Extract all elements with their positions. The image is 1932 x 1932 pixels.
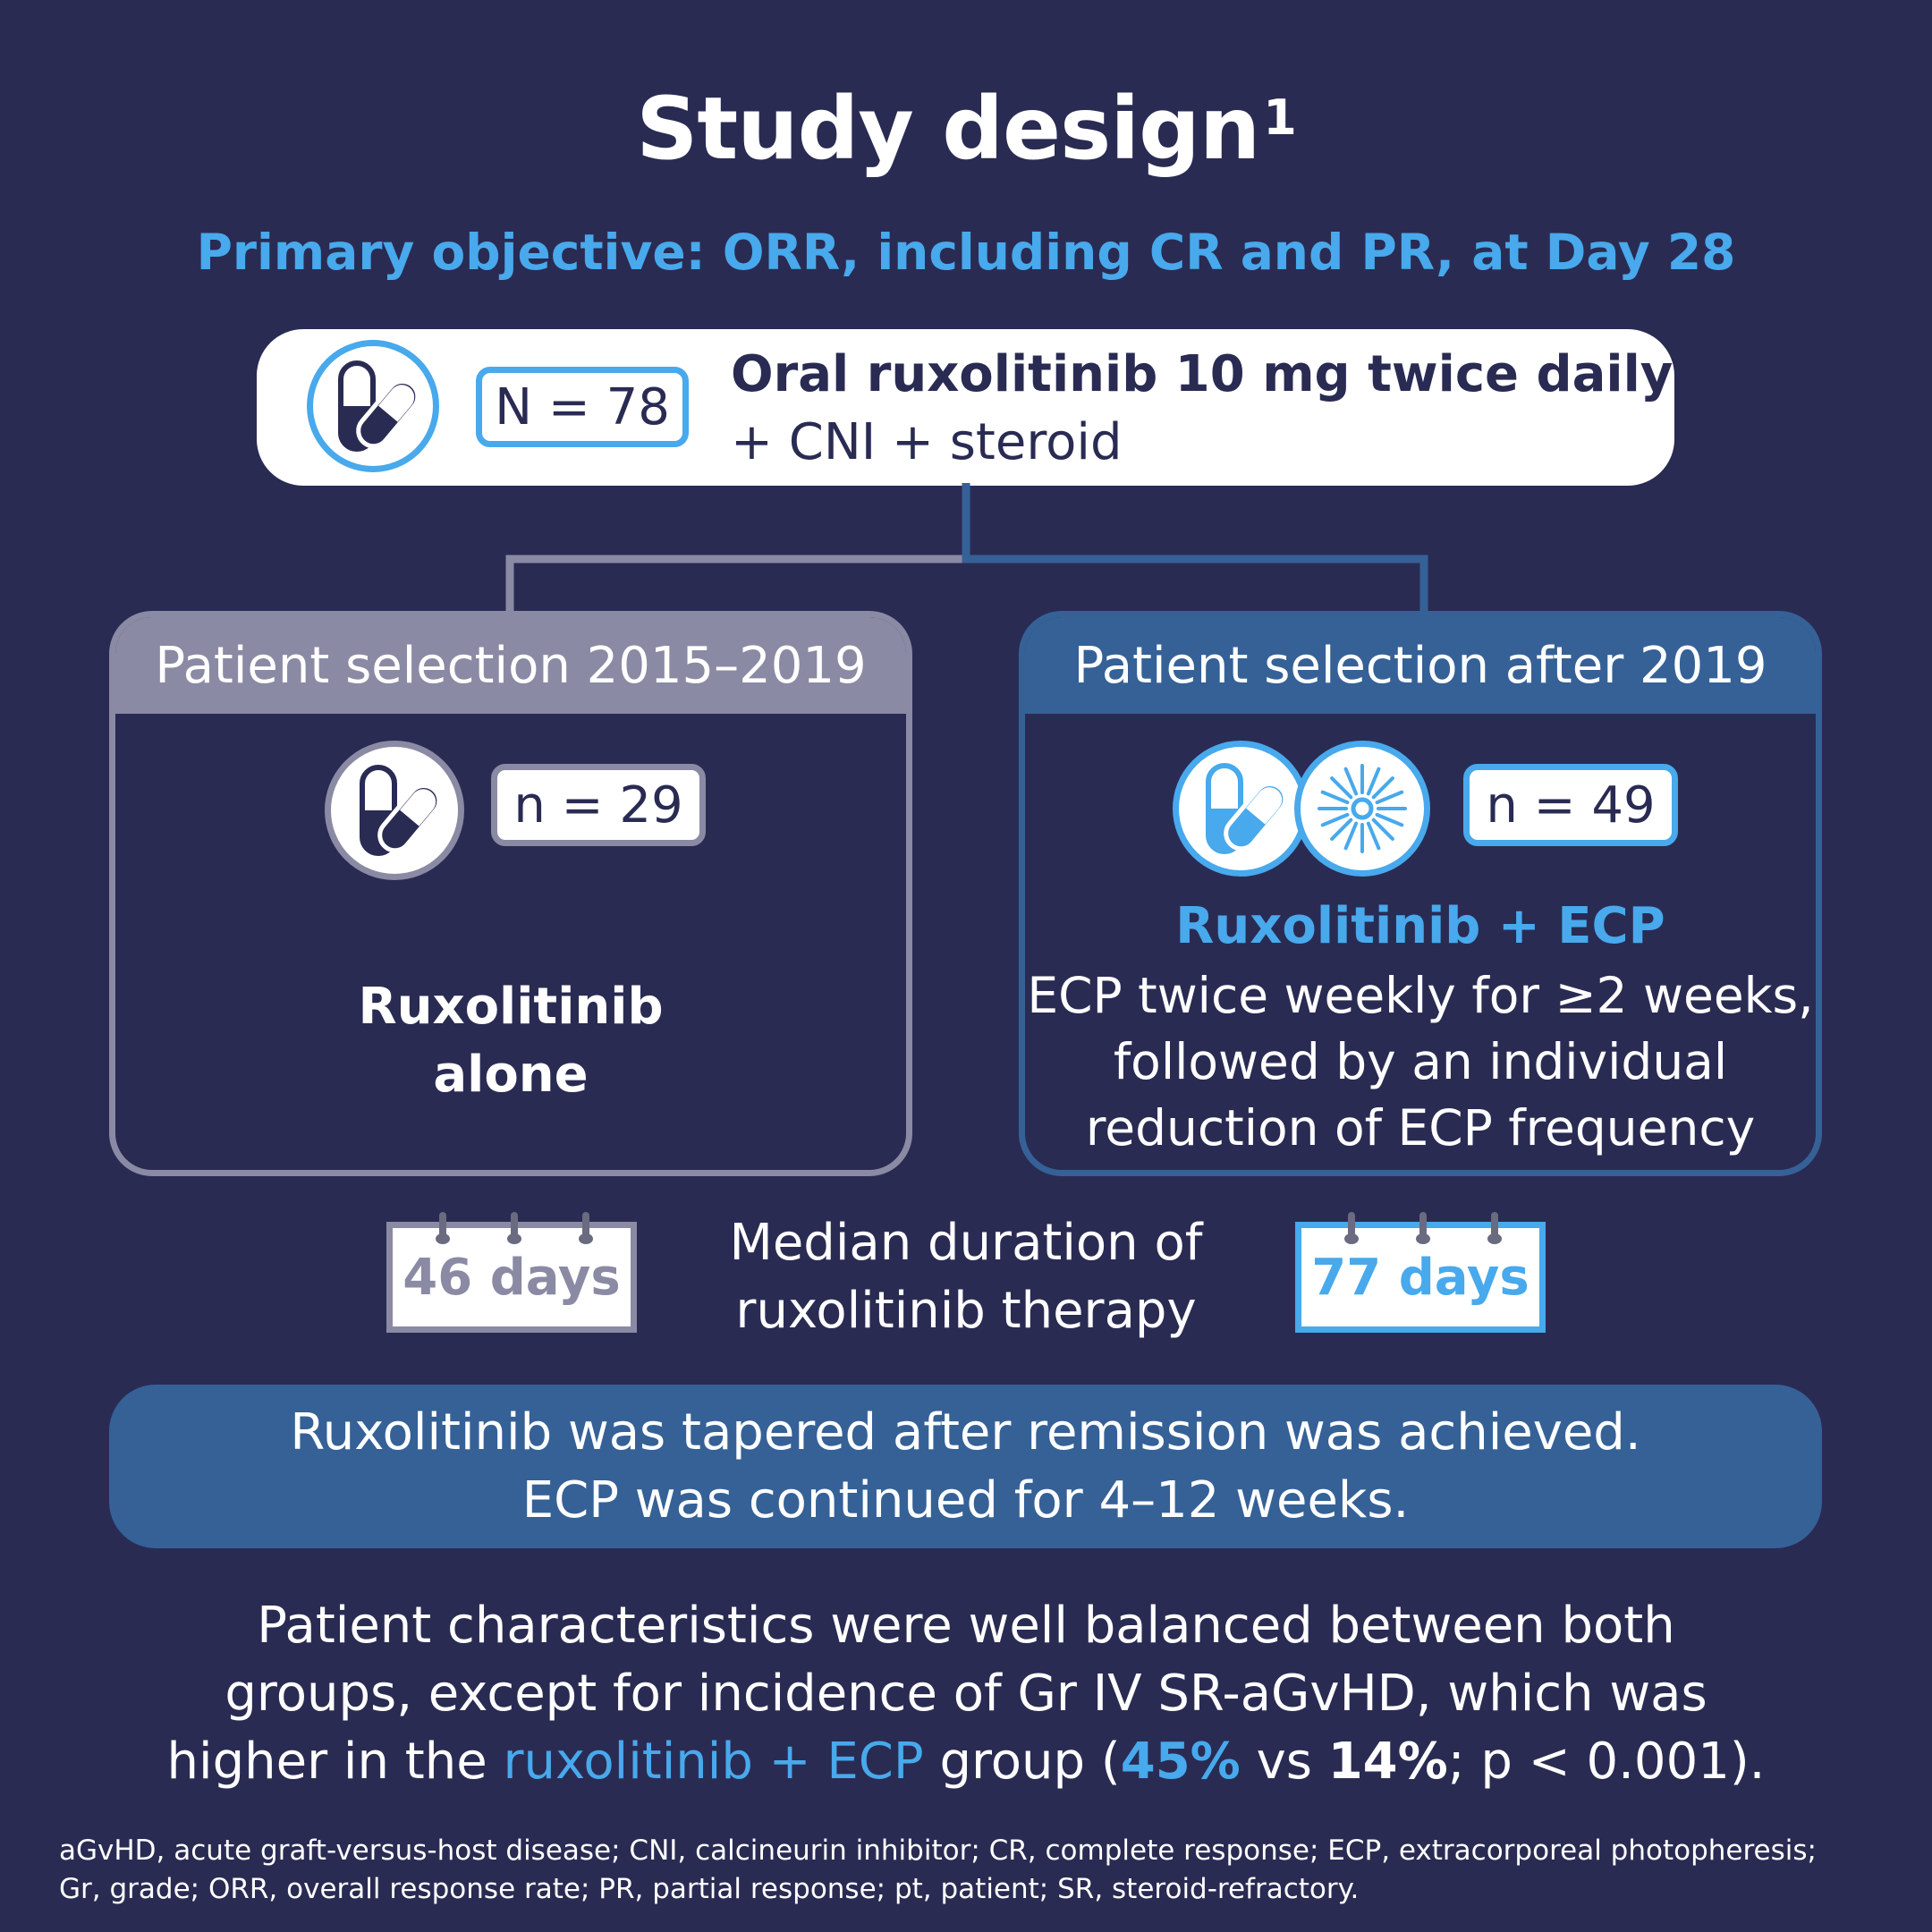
arm-right-title: Ruxolitinib + ECP xyxy=(1175,897,1665,955)
taper-note: Ruxolitinib was tapered after remission was achieved. ECP was continued for 4–12 weeks. xyxy=(109,1385,1822,1548)
overall-regimen-addons: + CNI + steroid xyxy=(731,413,1123,471)
ecp-sunburst-icon xyxy=(1294,741,1430,877)
overall-regimen: Oral ruxolitinib 10 mg twice daily xyxy=(731,345,1674,403)
pill-capsule-icon xyxy=(1173,741,1309,877)
title-reference: 1 xyxy=(1263,89,1296,146)
primary-objective: Primary objective: ORR, including CR and PR, at Day 28 xyxy=(196,224,1736,281)
arm-right-duration: 77 days xyxy=(1311,1248,1530,1307)
arm-left-duration: 46 days xyxy=(402,1248,621,1307)
arm-right-header: Patient selection after 2019 xyxy=(1025,617,1816,714)
overall-treatment-box xyxy=(257,329,1674,486)
arm-left-n-badge: n = 29 xyxy=(491,764,706,846)
calendar-icon xyxy=(386,1222,637,1333)
overall-n-badge: N = 78 xyxy=(476,367,689,447)
arm-ruxolitinib-ecp xyxy=(1019,611,1822,1176)
pill-capsule-icon xyxy=(325,741,464,880)
abbreviations-footnote: aGvHD, acute graft-versus-host disease; CNI, calcineurin inhibitor; CR, complete response; ECP, extracorporeal photopheresis; Gr, grade; ORR, overall response rate; PR, partial response; pt, patient; SR, steroid-refractory. xyxy=(59,1835,1817,1905)
arm-left-header: Patient selection 2015–2019 xyxy=(115,617,906,714)
calendar-icon xyxy=(1295,1222,1546,1333)
median-duration-label: Median duration of ruxolitinib therapy xyxy=(729,1214,1203,1340)
arm-left-label: Ruxolitinib alone xyxy=(358,978,664,1104)
patient-characteristics: Patient characteristics were well balanced between both groups, except for incidence of Gr IV SR-aGvHD, which was higher in the ruxolitinib + ECP group (45% vs 14%; p < 0.001). xyxy=(166,1597,1766,1791)
pill-capsule-icon xyxy=(307,340,439,472)
arm-right-description: ECP twice weekly for ≥2 weeks, followed by an individual reduction of ECP frequency xyxy=(1027,967,1814,1157)
arm-right-n-badge: n = 49 xyxy=(1463,764,1678,846)
page-title: Study design$^1$ xyxy=(636,79,1296,179)
arm-ruxolitinib-alone xyxy=(109,611,912,1176)
